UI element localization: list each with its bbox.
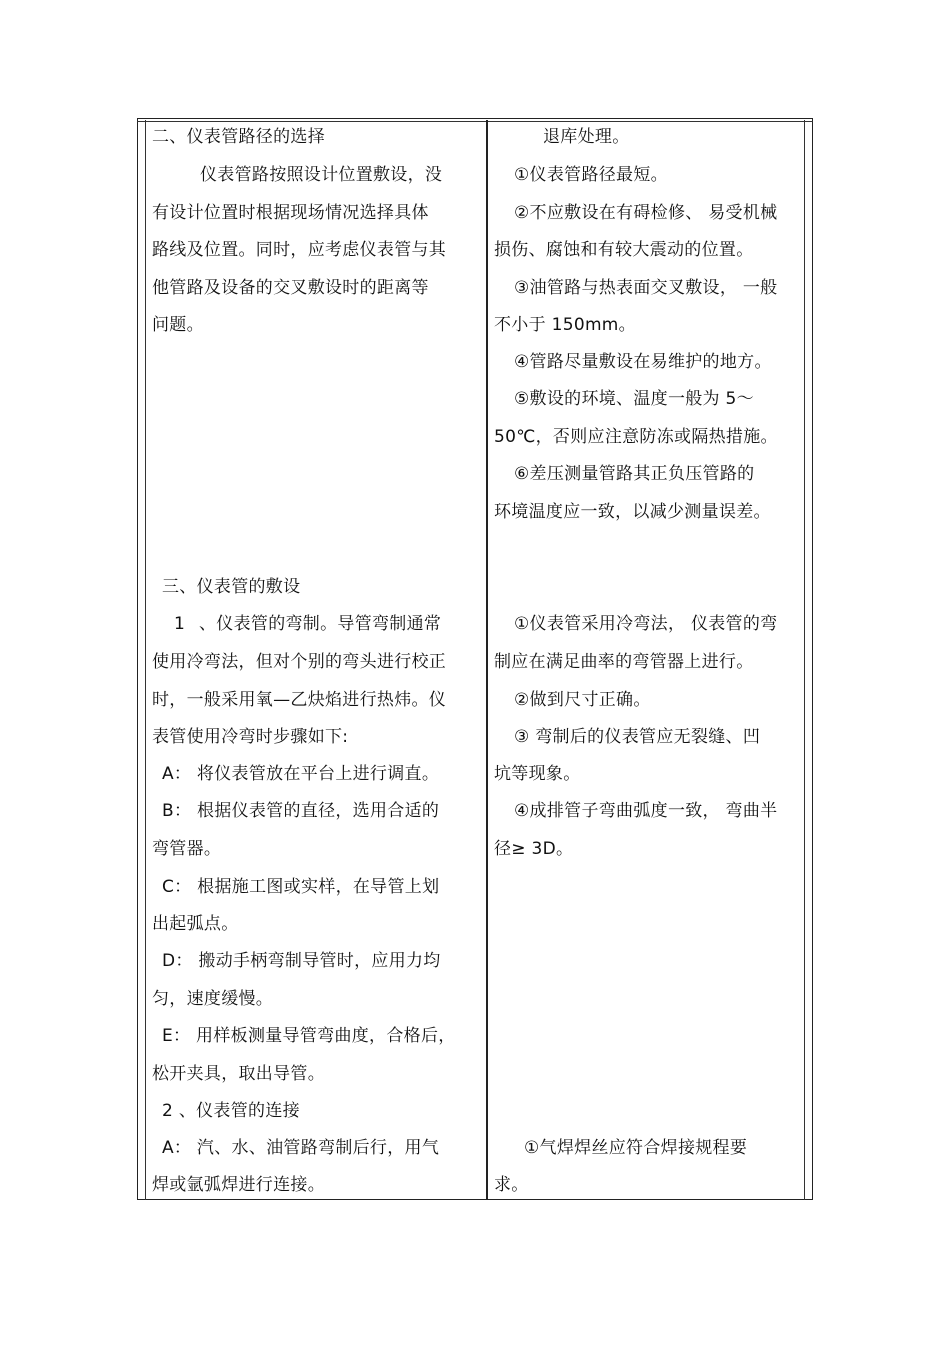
bend-requirement: 坑等现象。: [494, 764, 581, 784]
sub1-number: 1: [174, 614, 186, 634]
sub1-heading: 、仪表管的弯制。导管弯制通常: [199, 614, 442, 634]
section2-line: 他管路及设备的交叉敷设时的距离等: [152, 278, 429, 298]
path-requirement: ④管路尽量敷设在易维护的地方。: [514, 352, 772, 372]
step-c-cont: 出起弧点。: [152, 914, 239, 934]
section2-heading: 二、仪表管路径的选择: [152, 127, 325, 147]
right-inner-rule: [804, 120, 805, 1200]
path-requirement: 不小于 150mm。: [494, 315, 636, 335]
sub1-line: 使用冷弯法，但对个别的弯头进行校正: [152, 652, 447, 672]
path-requirement: 50℃，否则应注意防冻或隔热措施。: [494, 427, 778, 447]
step-c: C： 根据施工图或实样，在导管上划: [162, 877, 440, 897]
left-inner-rule: [145, 120, 146, 1200]
path-requirement: ③油管路与热表面交叉敷设， 一般: [514, 278, 778, 298]
path-requirement: ⑤敷设的环境、温度一般为 5～: [514, 389, 754, 409]
section2-line: 路线及位置。同时，应考虑仪表管与其: [152, 240, 447, 260]
path-requirement: ①仪表管路径最短。: [514, 165, 668, 185]
weld-requirement: ①气焊焊丝应符合焊接规程要: [524, 1138, 748, 1158]
bend-requirement: 制应在满足曲率的弯管器上进行。: [494, 652, 754, 672]
section2-line: 问题。: [152, 315, 204, 335]
column-divider: [486, 120, 488, 1200]
bend-requirement: ①仪表管采用冷弯法， 仪表管的弯: [514, 614, 778, 634]
right-top-line: 退库处理。: [543, 127, 630, 147]
sub1-line: 时，一般采用氧—乙炔焰进行热炜。仪: [152, 690, 447, 710]
sub1-line: 表管使用冷弯时步骤如下:: [152, 727, 349, 747]
step-e-cont: 松开夹具，取出导管。: [152, 1064, 325, 1084]
step-e: E： 用样板测量导管弯曲度，合格后，: [162, 1026, 456, 1046]
step-b: B： 根据仪表管的直径，选用合适的: [162, 801, 440, 821]
path-requirement: 环境温度应一致，以减少测量误差。: [494, 502, 771, 522]
sub2-heading: 2 、仪表管的连接: [162, 1101, 300, 1121]
section2-line: 仪表管路按照设计位置敷设，没: [200, 165, 443, 185]
conn-a: A： 汽、水、油管路弯制后行，用气: [162, 1138, 440, 1158]
bend-requirement: ②做到尺寸正确。: [514, 690, 651, 710]
weld-requirement: 求。: [494, 1175, 529, 1195]
step-d-cont: 匀，速度缓慢。: [152, 989, 274, 1009]
step-b-cont: 弯管器。: [152, 839, 222, 859]
section3-heading: 三、仪表管的敷设: [162, 577, 301, 597]
bend-requirement: 径≥ 3D。: [494, 839, 574, 859]
step-d: D： 搬动手柄弯制导管时，应用力均: [162, 951, 441, 971]
step-a: A： 将仪表管放在平台上进行调直。: [162, 764, 440, 784]
path-requirement: 损伤、腐蚀和有较大震动的位置。: [494, 240, 754, 260]
bend-requirement: ④成排管子弯曲弧度一致， 弯曲半: [514, 801, 778, 821]
bend-requirement: ③ 弯制后的仪表管应无裂缝、凹: [514, 727, 761, 747]
path-requirement: ②不应敷设在有碍检修、 易受机械: [514, 203, 778, 223]
path-requirement: ⑥差压测量管路其正负压管路的: [514, 464, 755, 484]
table-top-rule: [137, 121, 813, 122]
conn-a-cont: 焊或氩弧焊进行连接。: [152, 1175, 325, 1195]
section2-line: 有设计位置时根据现场情况选择具体: [152, 203, 429, 223]
